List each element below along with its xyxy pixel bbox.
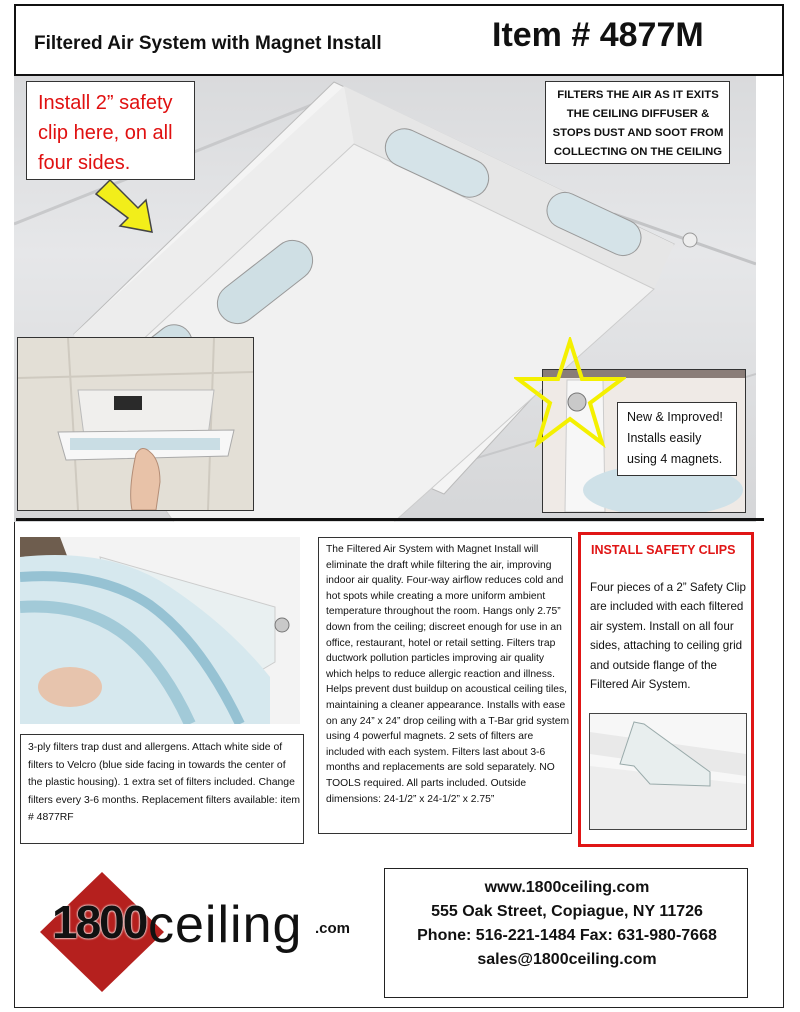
section-divider [16,518,764,521]
page-title: Filtered Air System with Magnet Install [34,33,382,54]
filter-caption-box [20,734,304,844]
product-description: The Filtered Air System with Magnet Install will eliminate the draft while filtering the air, improving indoor air quality. Four-way airflow reduces cold and hot spots while creating a more uniform ambient temperature throughout the room. Hangs only 2.75” down from the ceiling; discreet enough for use in an office, restaurant, hotel or retail setting. Filters trap ductwork pollution particles improving air quality which helps to reduce allergic reaction and illness. Helps prevent dust buildup on acoustical ceiling tiles, maintaining a cleaner appearance. Installs with ease on any 24” x 24” drop ceiling with a T-Bar grid system using 4 powerful magnets. 2 sets of filters are included with each system. Filters last about 3-6 months and replacements are sold separately. NO TOOLS required. All parts included. Outside dimensions: 24-1/2” x 24-1/2” x 2.75” [326,544,570,805]
logo-word: ceiling [148,896,303,954]
safety-body: Four pieces of a 2” Safety Clip are included with each filtered air system. Install on all four sides, attaching to ceiling grid and outside flange of the Filtered Air System. [590,581,746,692]
description-box [318,537,572,834]
new-improved-callout [617,402,737,476]
star-icon [514,337,626,449]
address: 555 Oak Street, Copiague, NY 11726 [431,903,703,920]
logo-number: 1800 [52,896,147,948]
filters-callout [545,81,730,164]
filters-note-text: FILTERS THE AIR AS IT EXITS THE CEILING DIFFUSER & STOPS DUST AND SOOT FROM COLLECTING ON THE CEILING [552,89,724,158]
safety-clips-box [578,532,754,847]
filter-caption: 3-ply filters trap dust and allergens. Attach white side of filters to Velcro (blue side facing in towards the center of the plastic housing). 1 extra set of filters included. Change filters every 3-6 months. Replacement filters available: item # 4877RF [28,742,300,823]
install-clip-note: Install 2” safety clip here, on all four sides. [38,92,173,174]
safety-heading: INSTALL SAFETY CLIPS [591,543,736,557]
item-number: Item # 4877M [492,16,704,54]
new-improved-text: New & Improved! Installs easily using 4 magnets. [627,410,723,466]
logo-suffix: .com [315,920,351,937]
phone-fax: Phone: 516-221-1484 Fax: 631-980-7668 [417,927,717,944]
install-photo [17,337,254,511]
safety-clip-photo [589,713,747,830]
filter-photo [20,537,300,724]
website-link[interactable]: www.1800ceiling.com [484,879,650,896]
install-clip-callout [26,81,195,180]
email-link[interactable]: sales@1800ceiling.com [477,951,657,968]
contact-box [384,868,748,998]
